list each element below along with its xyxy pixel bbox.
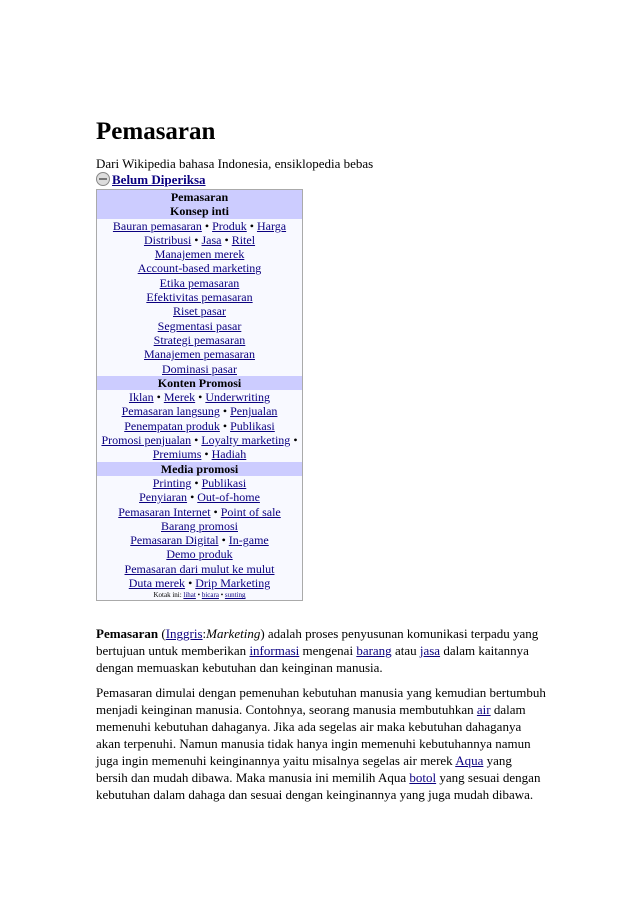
navbox-line (97, 519, 302, 533)
link-harga[interactable]: Harga (256, 218, 287, 233)
text: • (218, 591, 225, 600)
navbox-line (97, 347, 302, 361)
link-publikasi[interactable]: Publikasi (230, 418, 275, 433)
text: • (219, 418, 231, 433)
link-out-of-home[interactable]: Out-of-home (197, 490, 260, 505)
link-jasa[interactable]: Jasa (201, 232, 222, 247)
text: Kotak ini: (153, 591, 184, 600)
text: dalam (490, 702, 526, 717)
navbox-line (97, 447, 302, 461)
link-merek[interactable]: Merek (163, 390, 196, 405)
link-jasa[interactable]: jasa (419, 643, 441, 658)
link-bicara[interactable]: bicara (201, 591, 219, 600)
link-inggris[interactable]: Inggris (165, 626, 203, 641)
link-account-based-marketing[interactable]: Account-based marketing (137, 261, 262, 276)
link-sunting[interactable]: sunting (224, 591, 246, 600)
text: • (187, 490, 198, 505)
paragraph-body (96, 684, 556, 803)
link-dominasi-pasar[interactable]: Dominasi pasar (162, 361, 237, 376)
link-hadiah[interactable]: Hadiah (211, 447, 247, 462)
navbox-line (97, 476, 302, 490)
text: kebutuhan dalam dahaga dan sesuai dengan keinginannya yang juga mudah dibawa. (96, 787, 534, 802)
paragraph-intro (96, 625, 556, 676)
navbox-section-header: Media promosi (97, 462, 302, 476)
paragraph-line (96, 625, 556, 642)
link-bauran-pemasaran[interactable]: Bauran pemasaran (112, 218, 202, 233)
text: • (221, 232, 232, 247)
navbox-line (97, 533, 302, 547)
page-title: Pemasaran (96, 118, 216, 145)
text: Pemasaran (96, 626, 159, 641)
text: yang (483, 753, 512, 768)
navbox-line (97, 390, 302, 404)
navbox-line (97, 304, 302, 318)
text: • (195, 591, 202, 600)
link-etika-pemasaran[interactable]: Etika pemasaran (159, 275, 240, 290)
link-distribusi[interactable]: Distribusi (143, 232, 192, 247)
link-premiums[interactable]: Premiums (152, 447, 202, 462)
link-efektivitas-pemasaran[interactable]: Efektivitas pemasaran (146, 290, 253, 305)
text: ) adalah proses penyusunan komunikasi terpadu yang (260, 626, 539, 641)
navbox-line (97, 404, 302, 418)
link-penempatan-produk[interactable]: Penempatan produk (124, 418, 220, 433)
review-status-link[interactable]: Belum Diperiksa (112, 172, 206, 187)
link-pemasaran-digital[interactable]: Pemasaran Digital (130, 533, 219, 548)
text: mengenai (299, 643, 357, 658)
link-manajemen-merek[interactable]: Manajemen merek (154, 247, 245, 262)
link-penjualan[interactable]: Penjualan (230, 404, 278, 419)
link-pemasaran-langsung[interactable]: Pemasaran langsung (121, 404, 220, 419)
link-in-game[interactable]: In-game (228, 533, 269, 548)
link-iklan[interactable]: Iklan (128, 390, 154, 405)
link-pemasaran-dari-mulut-ke-mulut[interactable]: Pemasaran dari mulut ke mulut (124, 561, 275, 576)
navbox-line (97, 333, 302, 347)
link-duta-merek[interactable]: Duta merek (128, 576, 186, 591)
paragraph-line (96, 684, 556, 701)
navbox-line (97, 362, 302, 376)
text: • (195, 390, 206, 405)
navbox-line (97, 261, 302, 275)
text: juga ingin memenuhi keinginannya yaitu misalnya segelas air merek (96, 753, 456, 768)
navbox-line (97, 562, 302, 576)
navbox-line (97, 219, 302, 233)
text: bersih dan mudah dibawa. Maka manusia ini memilih Aqua (96, 770, 410, 785)
link-barang-promosi[interactable]: Barang promosi (161, 518, 238, 533)
link-informasi[interactable]: informasi (249, 643, 300, 658)
navbox-line (97, 433, 302, 447)
text: dengan memuaskan kebutuhan dan keinginan manusia. (96, 660, 383, 675)
text: • (191, 232, 202, 247)
text: • (210, 504, 221, 519)
paragraph-line (96, 735, 556, 752)
text: • (219, 404, 231, 419)
link-produk[interactable]: Produk (212, 218, 247, 233)
link-air[interactable]: air (476, 702, 491, 717)
text: Pemasaran dimulai dengan pemenuhan kebutuhan manusia yang kemudian bertumbuh (96, 685, 546, 700)
link-demo-produk[interactable]: Demo produk (166, 547, 233, 562)
paragraph-line (96, 752, 556, 769)
navbox-line (97, 490, 302, 504)
text: • (290, 433, 298, 448)
text: • (191, 433, 202, 448)
navbox-pemasaran (96, 189, 303, 601)
link-segmentasi-pasar[interactable]: Segmentasi pasar (157, 318, 242, 333)
navbox-line (97, 576, 302, 590)
link-promosi-penjualan[interactable]: Promosi penjualan (101, 433, 192, 448)
text: memenuhi kebutuhan dahaganya. Jika ada segelas air maka kebutuhan dahaganya (96, 719, 522, 734)
navbox-line (97, 233, 302, 247)
navbox-line (97, 319, 302, 333)
link-pemasaran-internet[interactable]: Pemasaran Internet (118, 504, 211, 519)
navbox-section-header: Konsep inti (97, 204, 302, 218)
link-point-of-sale[interactable]: Point of sale (220, 504, 281, 519)
text: : (202, 626, 207, 641)
navbox-line (97, 419, 302, 433)
text: • (201, 447, 212, 462)
text: • (191, 475, 202, 490)
unreviewed-icon (96, 172, 110, 186)
text: • (185, 576, 196, 591)
paragraph-line (96, 701, 556, 718)
navbox-title: Pemasaran (97, 190, 302, 204)
navbox-footer (97, 590, 302, 600)
navbox-section-header: Konten Promosi (97, 376, 302, 390)
paragraph-line (96, 659, 556, 676)
link-publikasi[interactable]: Publikasi (201, 475, 247, 490)
link-riset-pasar[interactable]: Riset pasar (173, 304, 226, 319)
text: • (153, 390, 164, 405)
article-subtitle: Dari Wikipedia bahasa Indonesia, ensiklopedia bebas (96, 156, 374, 171)
text: • (246, 218, 257, 233)
paragraph-line (96, 642, 556, 659)
paragraph-line (96, 769, 556, 786)
link-aqua[interactable]: Aqua (455, 753, 484, 768)
link-lihat[interactable]: lihat (183, 591, 196, 600)
link-strategi-pemasaran[interactable]: Strategi pemasaran (153, 332, 246, 347)
paragraph-line (96, 786, 556, 803)
text: ( (158, 626, 166, 641)
text: • (201, 218, 213, 233)
text: dalam kaitannya (440, 643, 529, 658)
navbox-line (97, 547, 302, 561)
text: • (218, 533, 229, 548)
link-manajemen-pemasaran[interactable]: Manajemen pemasaran (144, 347, 255, 362)
link-penyiaran[interactable]: Penyiaran (139, 490, 188, 505)
navbox-line (97, 505, 302, 519)
link-ritel[interactable]: Ritel (231, 232, 256, 247)
text: atau (391, 643, 420, 658)
link-printing[interactable]: Printing (152, 475, 192, 490)
navbox-line (97, 290, 302, 304)
link-drip-marketing[interactable]: Drip Marketing (195, 576, 271, 591)
text: yang sesuai dengan (436, 770, 541, 785)
text: akan terpenuhi. Namun manusia tidak hanya ingin memenuhi kebutuhannya namun (96, 736, 531, 751)
paragraph-line (96, 718, 556, 735)
navbox-line (97, 276, 302, 290)
text: bertujuan untuk memberikan (96, 643, 250, 658)
link-underwriting[interactable]: Underwriting (205, 390, 271, 405)
review-status (96, 172, 206, 188)
link-loyalty-marketing[interactable]: Loyalty marketing (201, 433, 291, 448)
link-barang[interactable]: barang (356, 643, 392, 658)
text: Marketing (206, 626, 261, 641)
link-botol[interactable]: botol (409, 770, 437, 785)
navbox-line (97, 247, 302, 261)
text: menjadi keinginan manusia. Contohnya, seorang manusia membutuhkan (96, 702, 477, 717)
